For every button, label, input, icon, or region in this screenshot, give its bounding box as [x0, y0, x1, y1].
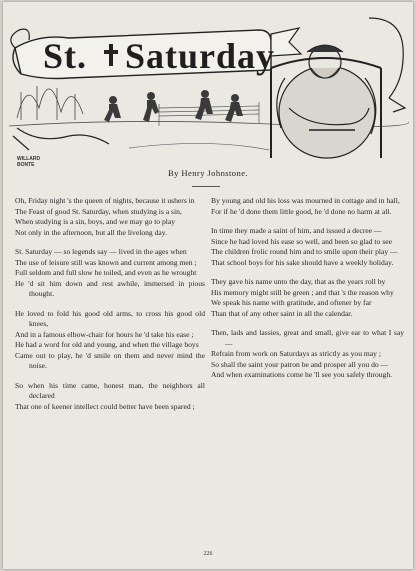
poem-line: Refrain from work on Saturdays as strictly as you may ; — [211, 349, 381, 358]
stanza — [15, 247, 205, 300]
poem-line: So when his time came, honest man, the neighbors all declared — [15, 380, 205, 400]
poem-line: By young and old his loss was mourned in cottage and in hall, — [211, 196, 400, 205]
header-illustration-svg — [9, 8, 409, 160]
poem-line: He 'd sit him down and rest awhile, immersed in pious thought. — [15, 278, 205, 298]
magazine-page — [3, 2, 413, 569]
poem-line: Since he had loved his ease so well, and been so glad to see — [211, 236, 392, 246]
signature-line-2: BONTE — [17, 162, 35, 168]
poem-line: He had a word for old and young, and when the village boys — [15, 340, 199, 349]
title-saturday: Saturday — [125, 36, 276, 76]
poem-line: His memory might still be green ; and that 's the reason why — [211, 287, 394, 297]
poem-line: That school boys for his sake should have a weekly holiday. — [211, 257, 394, 267]
poem-line: St. Saturday — so legends say — lived in the ages when — [15, 247, 187, 256]
poem-line: For if he 'd done them little good, he 'd done no harm at all. — [211, 206, 392, 216]
poem-line: So shall the saint your patron be and prosper all you do — — [211, 359, 389, 369]
page-number: 226 — [203, 551, 213, 557]
byline-rule — [192, 186, 220, 187]
stanza — [211, 328, 404, 381]
poem-line: And when examinations come he 'll see you safely through. — [211, 370, 393, 379]
poem-line: Came out to play, he 'd smile on them and never mind the noise. — [15, 350, 205, 370]
poem-line: Than that of any other saint in all the calendar. — [211, 308, 353, 318]
author-byline: By Henry Johnstone. — [168, 168, 248, 178]
poem-line: The use of leisure still was known and current among men ; — [15, 257, 197, 267]
poem-line: Not only in the afternoon, but all the livelong day. — [15, 227, 167, 237]
title-st: St. — [43, 36, 88, 76]
stanza — [15, 196, 205, 238]
poem-line: We speak his name with gratitude, and oftener by far — [211, 298, 372, 307]
signature-line-1: WILLARD — [17, 156, 41, 162]
poem-line: Full seldom and full slow he toiled, and even as he wrought — [15, 268, 197, 277]
stanza — [211, 277, 404, 319]
stanza — [211, 196, 404, 217]
stanza — [211, 226, 404, 268]
poem-line: Oh, Friday night 's the queen of nights, because it ushers in — [15, 196, 195, 205]
header-illustration — [9, 8, 409, 160]
poem-line: And in a famous elbow-chair for hours he 'd take his ease ; — [15, 329, 194, 339]
poem-line: That one of keener intellect could better have been spared ; — [15, 401, 195, 411]
poem-line: He loved to fold his good old arms, to cross his good old knees, — [15, 308, 205, 328]
poem-column-left — [15, 196, 205, 421]
poem-line: They gave his name unto the day, that as the years roll by — [211, 277, 386, 286]
poem-line: The Feast of good St. Saturday, when studying is a sin, — [15, 206, 182, 216]
poem-line: The children frolic round him and to smile upon their play — — [211, 247, 398, 256]
poem-line: Then, lads and lassies, great and small, give ear to what I say — — [211, 328, 404, 348]
poem-line: In time they made a saint of him, and issued a decree — — [211, 226, 382, 235]
stanza — [15, 381, 205, 413]
illustrator-signature — [17, 156, 40, 168]
poem-line: When studying is a sin, boys, and we may go to play — [15, 217, 176, 226]
stanza — [15, 309, 205, 372]
poem-column-right — [211, 196, 404, 390]
